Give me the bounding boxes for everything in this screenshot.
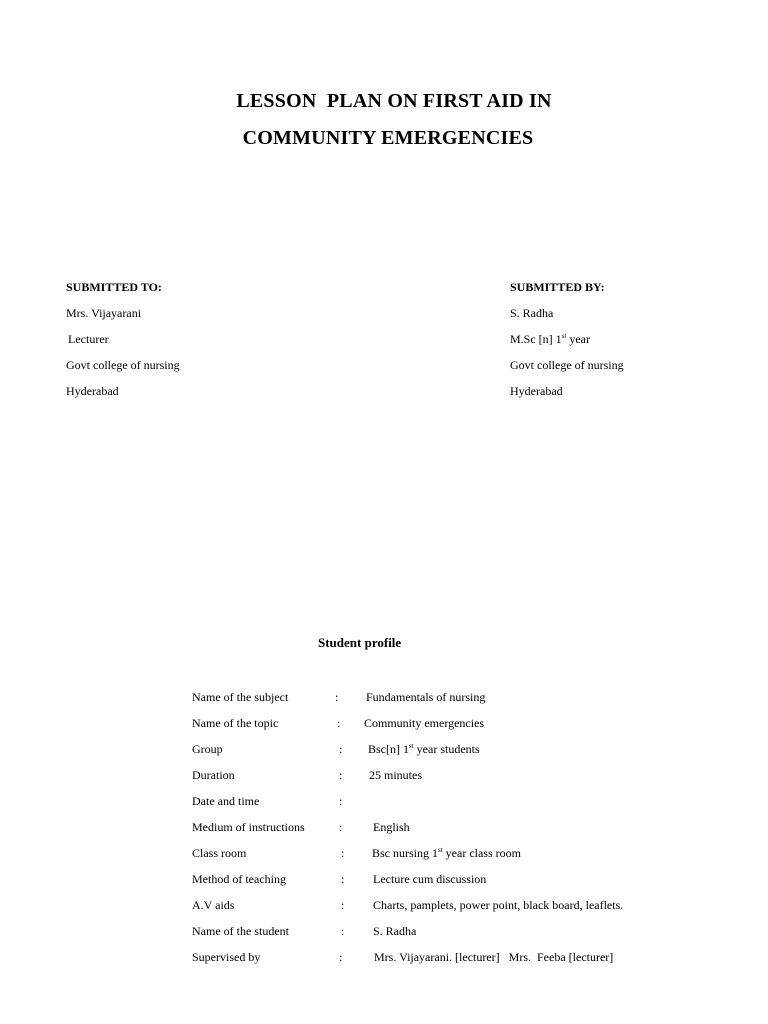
profile-row-label: Class room [192, 846, 247, 860]
profile-row-colon: : [339, 768, 343, 782]
profile-row-label: Method of teaching [192, 872, 286, 886]
document-title-line-1: LESSON PLAN ON FIRST AID IN [236, 90, 552, 112]
profile-row [192, 923, 662, 949]
profile-row-value: Community emergencies [364, 716, 485, 730]
submitted-to-name: Mrs. Vijayarani [66, 306, 142, 320]
profile-row [192, 819, 662, 845]
profile-row-colon: : [339, 794, 343, 808]
submitted-to-heading: SUBMITTED TO: [66, 280, 162, 294]
profile-row-label: Name of the student [192, 924, 289, 938]
profile-row-colon: : [339, 950, 343, 964]
profile-row-colon: : [335, 690, 339, 704]
submitted-by-city: Hyderabad [510, 384, 563, 398]
submitted-by-heading: SUBMITTED BY: [510, 280, 605, 294]
profile-row-value: Charts, pamplets, power point, black board, leaflets. [373, 898, 624, 912]
profile-row-colon: : [341, 846, 345, 860]
profile-row [192, 871, 662, 897]
profile-row-label: Medium of instructions [192, 820, 305, 834]
profile-row [192, 845, 662, 871]
profile-row [192, 897, 662, 923]
profile-row [192, 767, 662, 793]
profile-row-value-text: Bsc nursing 1 [372, 846, 438, 860]
profile-row-label: A.V aids [192, 898, 235, 912]
profile-row-value: English [373, 820, 410, 834]
submitted-to-designation: Lecturer [68, 332, 109, 346]
submitted-to-college: Govt college of nursing [66, 358, 180, 372]
profile-row-colon: : [341, 872, 345, 886]
profile-row-colon: : [341, 924, 345, 938]
profile-row-value: Lecture cum discussion [373, 872, 487, 886]
profile-row-value: 25 minutes [369, 768, 422, 782]
profile-row [192, 793, 662, 819]
profile-row-value-superscript: st [409, 742, 414, 750]
profile-row-colon: : [341, 898, 345, 912]
profile-row-label: Duration [192, 768, 235, 782]
profile-row-label: Name of the topic [192, 716, 279, 730]
submitted-to-block [66, 279, 180, 409]
profile-row-label: Supervised by [192, 950, 261, 964]
profile-row-label: Group [192, 742, 223, 756]
profile-row [192, 741, 662, 767]
document-title-line-2: COMMUNITY EMERGENCIES [242, 127, 534, 149]
submitted-by-name: S. Radha [510, 306, 554, 320]
profile-row [192, 689, 662, 715]
submitted-by-course [510, 331, 624, 357]
profile-row-value [372, 845, 521, 861]
profile-row-value: Mrs. Vijayarani. [lecturer] Mrs. Feeba [lecturer] [374, 950, 614, 964]
profile-row-colon: : [339, 742, 343, 756]
profile-row [192, 715, 662, 741]
course-text-suffix: year [566, 332, 590, 346]
profile-row-label: Name of the subject [192, 690, 289, 704]
profile-row-value-superscript: st [438, 846, 443, 854]
submitted-by-block [510, 279, 624, 409]
profile-row-value-text: Bsc[n] 1 [368, 742, 409, 756]
profile-row-value-suffix: year class room [442, 846, 521, 860]
profile-row-value: Fundamentals of nursing [366, 690, 486, 704]
profile-row-colon: : [339, 820, 343, 834]
student-profile-title: Student profile [318, 635, 402, 650]
profile-row-label: Date and time [192, 794, 260, 808]
submitted-by-college: Govt college of nursing [510, 358, 624, 372]
course-text: M.Sc [n] 1 [510, 332, 562, 346]
profile-row-value: S. Radha [373, 924, 417, 938]
course-superscript: st [561, 332, 567, 340]
submitted-to-city: Hyderabad [66, 384, 119, 398]
profile-row-value-suffix: year students [413, 742, 480, 756]
profile-row-colon: : [337, 716, 341, 730]
student-profile-table [192, 689, 662, 975]
profile-row-value [368, 741, 480, 757]
profile-row [192, 949, 662, 975]
